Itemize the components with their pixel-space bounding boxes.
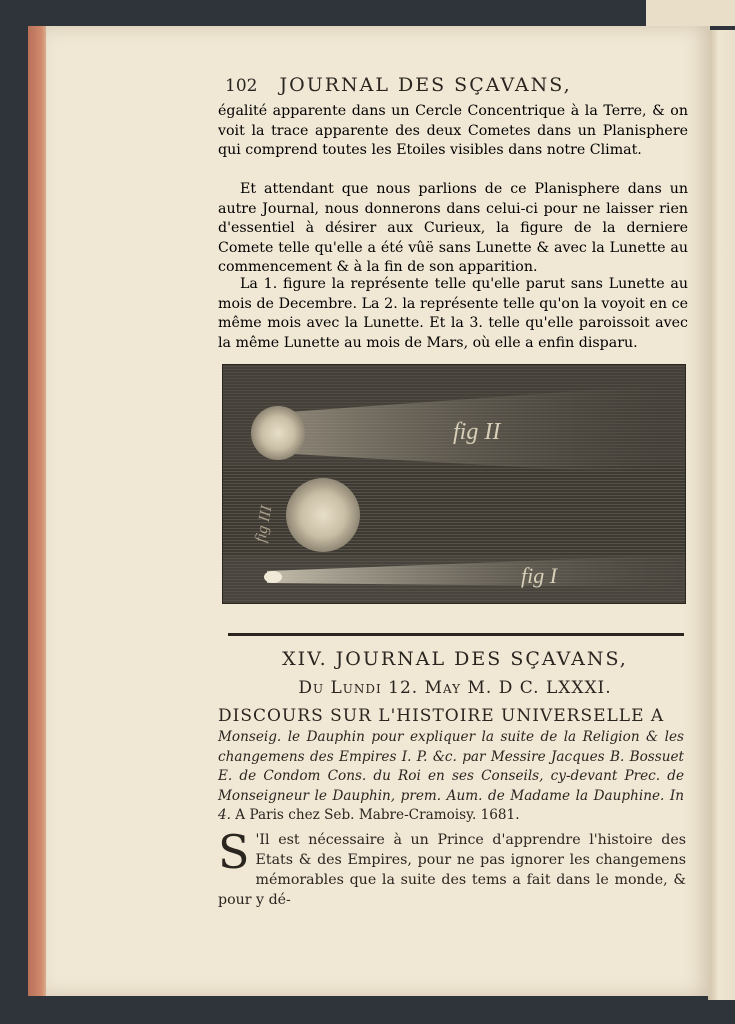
fig1-label: fig I	[521, 563, 558, 588]
comet-engraving-svg	[223, 365, 685, 603]
review-body-text: 'Il est nécessaire à un Prince d'apprendre l'histoire des Etats & des Empires, pour ne pas ignorer les changemens mémorables que la suite des tems a fait dans le monde, & pour y dé-	[218, 832, 686, 908]
running-header	[225, 74, 635, 96]
paragraph-2-text: Et attendant que nous parlions de ce Planisphere dans un autre Journal, nous donnerons dans celui-ci pour ne laisser rien d'essentiel à désirer aux Curieux, la figure de la derniere Comete telle qu'elle a été vûë sans Lunette & avec la Lunette au commencement & à la fin de son apparition.	[218, 181, 688, 275]
paragraph-3-text: La 1. figure la représente telle qu'elle parut sans Lunette au mois de Decembre. La 2. la représente telle qu'on la voyoit en ce même mois avec la Lunette. Et la 3. telle qu'elle paroissoit avec la même Lunette au mois de Mars, où elle a enfin disparu.	[218, 276, 688, 351]
paragraph-2	[218, 180, 688, 278]
book-heading: DISCOURS SUR L'HISTOIRE UNIVERSELLE A	[218, 706, 665, 726]
running-title: JOURNAL DES SÇAVANS,	[279, 74, 572, 96]
citation-publisher: A Paris chez Seb. Mabre-Cramoisy. 1681.	[230, 807, 520, 823]
section-title: XIV. JOURNAL DES SÇAVANS,	[282, 648, 628, 670]
fig1-comet-head	[264, 571, 282, 583]
book-citation	[218, 728, 684, 826]
paragraph-3	[218, 275, 688, 353]
drop-cap: S	[218, 825, 250, 879]
review-body	[218, 825, 686, 910]
section-divider	[228, 633, 684, 636]
fig2-comet-coma	[251, 406, 305, 460]
paragraph-1-text: égalité apparente dans un Cercle Concentrique à la Terre, & on voit la trace apparente des deux Cometes dans un Planisphere qui comprend toutes les Etoiles visibles dans notre Climat.	[218, 103, 688, 158]
page-number: 102	[225, 76, 258, 96]
fig2-label: fig II	[453, 419, 501, 445]
fig3-comet-coma	[286, 478, 360, 552]
paragraph-1	[218, 102, 688, 161]
next-page-corner	[646, 0, 735, 26]
citation-italic: Monseig. le Dauphin pour expliquer la suite de la Religion & les changemens des Empires I. P. &c. par Messire Jacques B. Bossuet E. de Condom Cons. du Roi en ses Conseils, cy-devant Prec. de Monseigneur le Dauphin, prem. Aum. de Madame la Dauphine. In 4.	[218, 729, 684, 823]
section-dateline: Du Lundi 12. May M. D C. LXXXI.	[298, 678, 612, 698]
comet-engraving	[222, 364, 686, 604]
fig3-label: fig III	[252, 504, 276, 544]
facing-page-edge	[708, 30, 735, 1000]
